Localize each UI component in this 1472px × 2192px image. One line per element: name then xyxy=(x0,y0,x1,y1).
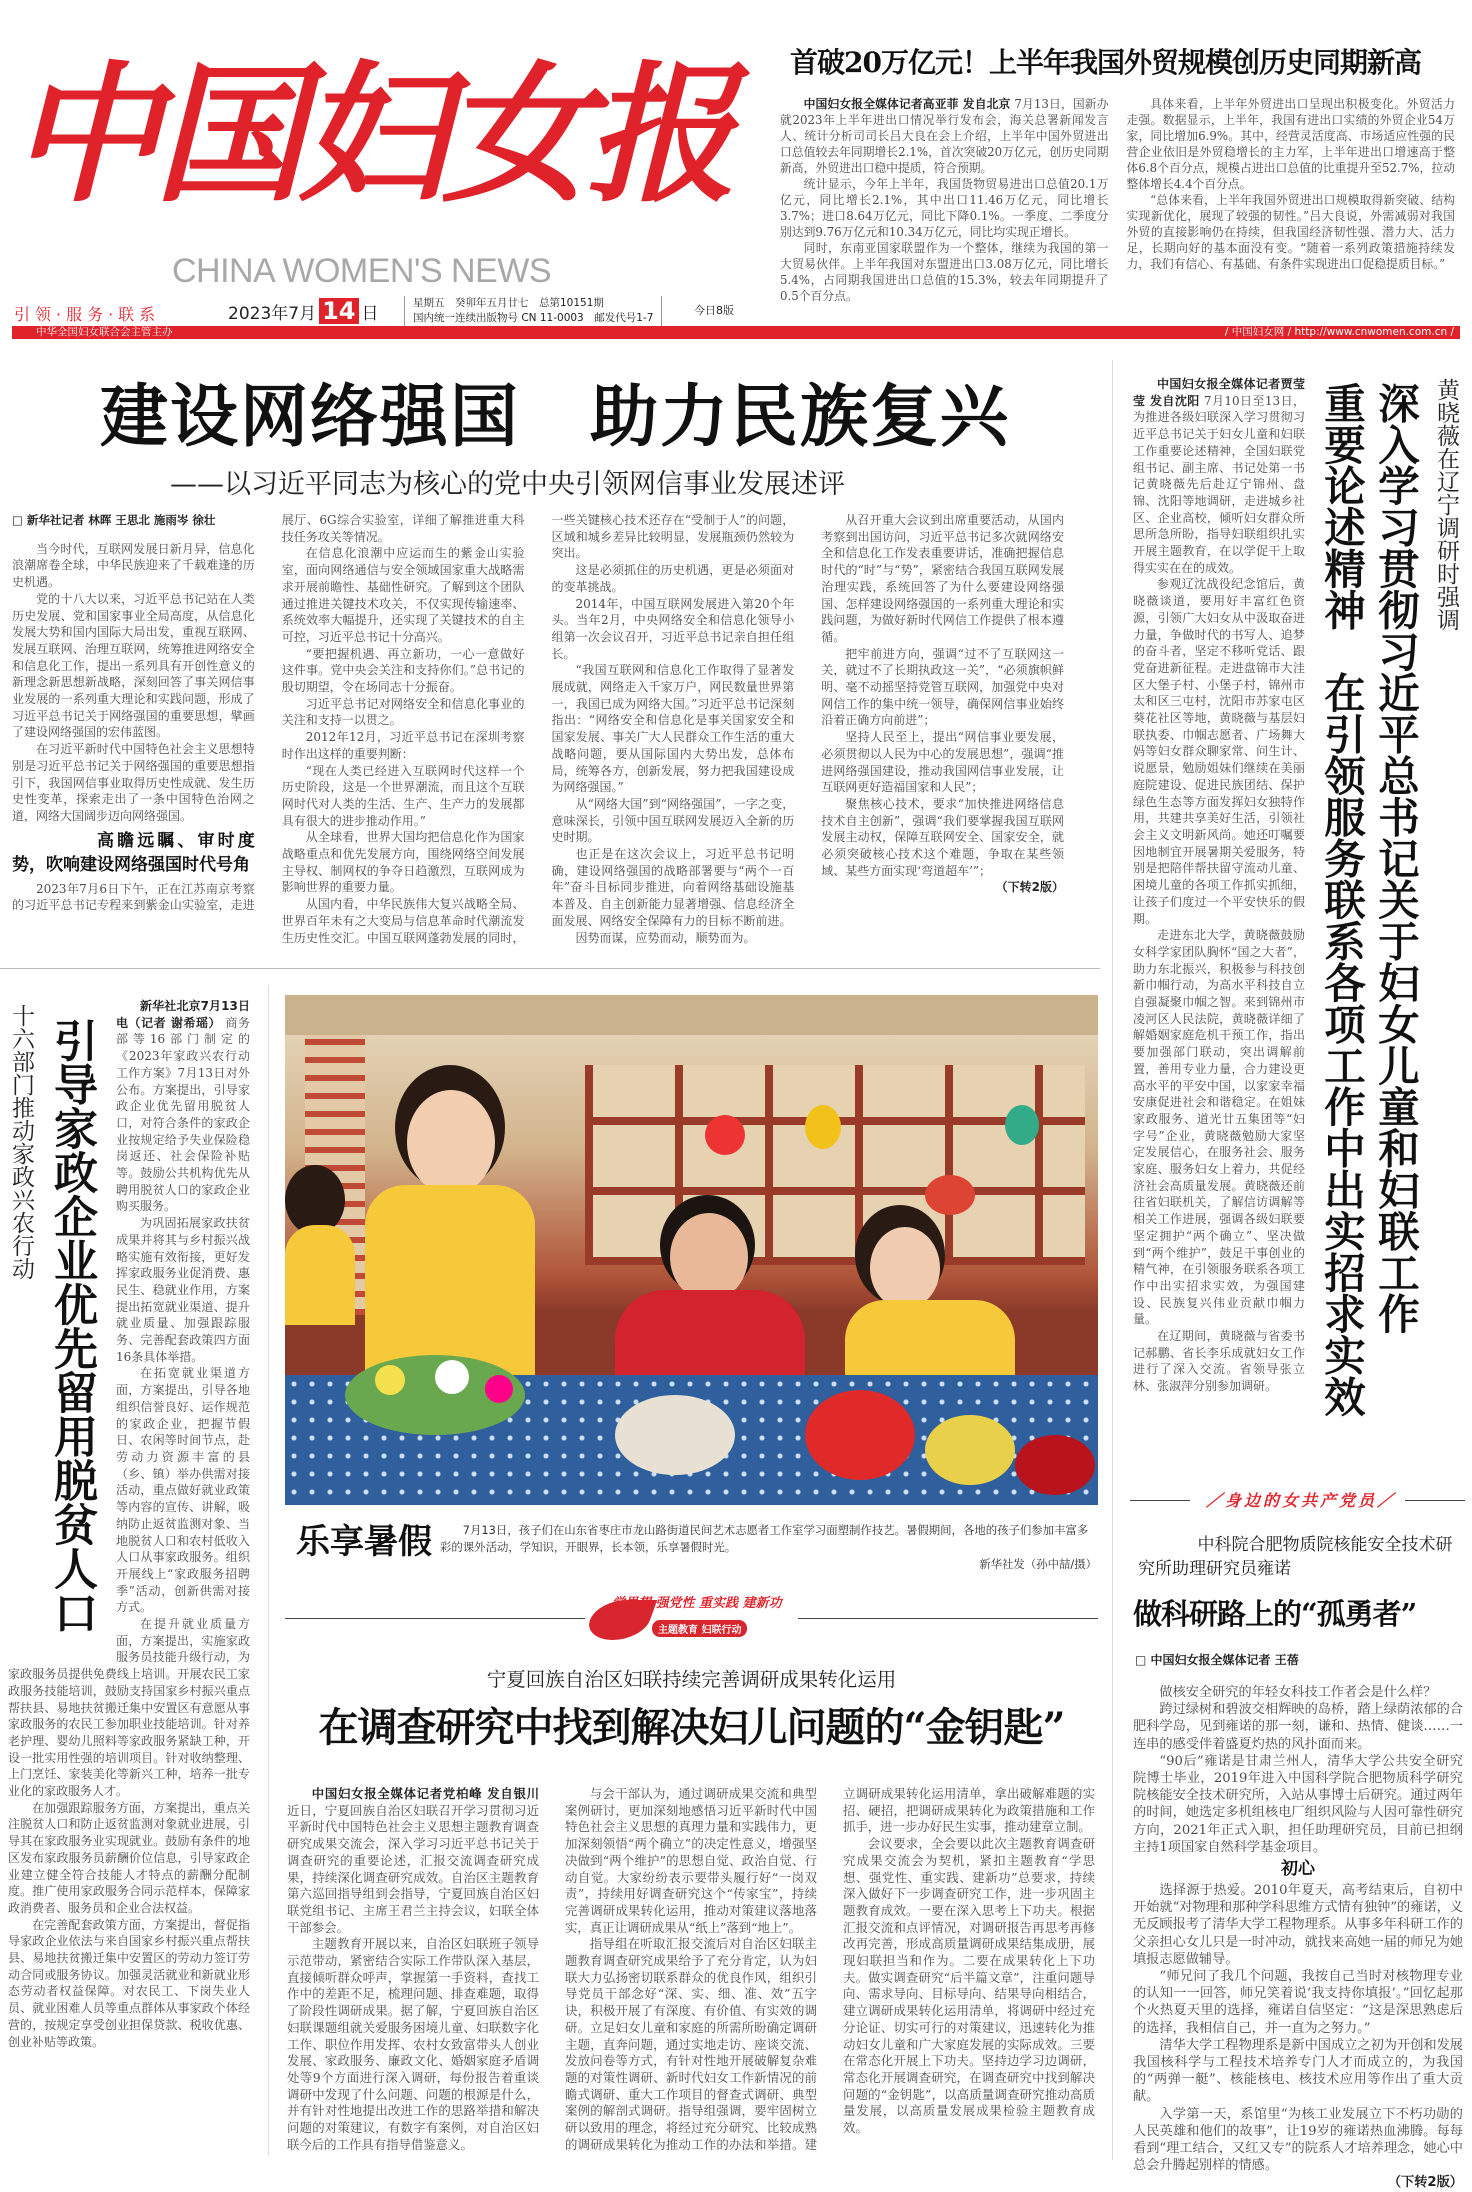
paragraph: 从国内看，中华民族伟大复兴战略全局、世界百年未有之大变局与信息革命时代潮流发生历史性交汇。中国互联网蓬勃发展的同时，一些关键核心技术还存在“受制于人”的问题，区域和城乡差异比较明显，发展瓶颈仍然较为突出。 xyxy=(281,513,795,945)
lead-paragraph xyxy=(780,96,1109,176)
main-subtitle: ——以习近平同志为核心的党中央引领网信事业发展述评 xyxy=(170,469,845,500)
paragraph: 当今时代，互联网发展日新月异，信息化浪潮席卷全球，中华民族迎来了千载难逢的历史机遇。 xyxy=(12,541,255,590)
main-headline[interactable]: 建设网络强国 助力民族复兴 xyxy=(100,377,1011,457)
photo-caption xyxy=(440,1522,1097,1573)
paragraph: 聚焦核心技术，要求“加快推进网络信息技术自主创新”，强调“我们要掌握我国互联网发展主动权，保障互联网安全、国家安全，就必须突破核心技术这个难题，争取在某些领域、某些方面实现‘弯道超车’”； xyxy=(821,796,1064,878)
paragraph-list xyxy=(1133,576,1305,1394)
dateline: 中国妇女报全媒体记者党柏峰 发自银川 xyxy=(311,1786,539,1801)
banner-slogan: 学思想 强党性 重实践 建新功 xyxy=(612,1596,782,1611)
slogan: 引领·服务·联系 xyxy=(14,305,161,324)
paragraph: 为巩固拓展家政扶贫成果并将其与乡村振兴战略实施有效衔接，更好发挥家政服务业促消费、惠民生、稳就业作用，方案提出拓宽就业渠道、提升就业质量、加强跟踪服务、完善配套政策四方面16条具体举措。 xyxy=(116,1216,250,1364)
left-article-headline-block xyxy=(8,998,116,1653)
photo-title: 乐享暑假 xyxy=(296,1522,432,1562)
paragraph: 在信息化浪潮中应运而生的紫金山实验室，面向网络通信与安全领域国家重大战略需求开展前瞻性、基础性研究。了解到这个团队通过推进关键技术攻关，不仅实现传输速率、系统效率大幅提升，还实现了关键技术的自主可控，习近平总书记十分高兴。 xyxy=(281,546,525,644)
issue-info-line: 国内统一连续出版物号 CN 11-0003 邮发代号1-7 xyxy=(413,312,654,324)
photo-caption-text: 7月13日，孩子们在山东省枣庄市龙山路街道民间艺术志愿者工作室学习面塑制作技艺。暑假期间，各地的孩子们参加丰富多彩的课外活动，学知识，开眼界，长本领，乐享暑假时光。 xyxy=(440,1523,1089,1554)
paragraph: 从“网络大国”到“网络强国”，一字之变，意味深长，引领中国互联网发展迈入全新的历史时期。 xyxy=(551,796,795,845)
paragraph: “90后”雍诺是甘肃兰州人，清华大学公共安全研究院博士毕业，2019年进入中国科学院合肥物质科学研究院核能安全技术研究所，入站从事博士后研究。通过两年的时间，她选定多机组核电厂组织风险与人因可靠性研究方向，2021年正式入职，担任助理研究员，目前已担纲主持1项国家自然科学基金项目。 xyxy=(1133,1753,1463,1855)
website-link[interactable]: / 中国妇女网 / http://www.cnwomen.com.cn / xyxy=(1224,326,1454,338)
paragraph-list xyxy=(1133,1882,1463,2174)
paragraph: 在完善配套政策方面，方案提出，督促指导家政企业依法与来自国家乡村振兴重点帮扶县、易地扶贫搬迁集中安置区的劳动力签订劳动合同或服务协议。加强灵活就业和新就业形态劳动者权益保障。对农民工、下岗失业人员、就业困难人员等重点群体从事家政个体经营的，按规定享受创业担保贷款、税收优惠、创业补贴等政策。 xyxy=(8,1917,250,2049)
right-article-body xyxy=(1133,376,1305,1395)
paragraph: 习近平总书记对网络安全和信息化事业的关注和支持一以贯之。 xyxy=(281,696,525,728)
issue-date xyxy=(228,298,379,324)
continued-notice[interactable]: （下转2版） xyxy=(1387,2175,1463,2191)
photo-dough-flower xyxy=(435,1360,469,1394)
paragraph: 入学第一天，系馆里“为核工业发展立下不朽功勋的人民英雄和他们的故事”，让19岁的雍诺热血沸腾。每每看到“理工结合，又红又专”的院系人才培养理念，她心中总会升腾起别样的情感。 xyxy=(1133,2106,1463,2174)
paragraph: 也正是在这次会议上，习近平总书记明确，建设网络强国的战略部署要与“两个一百年”奋斗目标同步推进，向着网络基础设施基本普及、自主创新能力显著增强、信息经济全面发展、网络安全保障有力的目标不断前进。 xyxy=(551,847,795,928)
paragraph-list xyxy=(1133,1684,1463,1856)
date-suffix: 日 xyxy=(361,303,379,324)
photo-shelf-item xyxy=(705,1115,745,1155)
top-story-body xyxy=(780,96,1455,304)
paragraph-list xyxy=(12,541,255,825)
paragraph: 党的十八大以来，习近平总书记站在人类历史发展、党和国家事业全局高度，从信息化发展大势和国内国际大局出发，重视互联网、发展互联网、治理互联网，统筹推进网络安全和信息化工作，提出一系列具有开创性意义的新理念新思想新战略，深刻回答了事关网信事业发展的一系列重大理论和实践问题，形成了习近平总书记关于网络强国的重要思想，擘画了建设网络强国的宏伟蓝图。 xyxy=(12,591,255,740)
paragraph: 在习近平新时代中国特色社会主义思想特别是习近平总书记关于网络强国的重要思想指引下，我国网信事业取得历史性成就、发生历史性变革，探索走出了一条中国特色治网之道，网络大国阔步迈向网络强国。 xyxy=(12,742,255,823)
column-divider xyxy=(268,985,269,2155)
dateline: 新华社北京7月13日电（记者 谢希瑶） xyxy=(116,999,250,1030)
lead-paragraph xyxy=(287,1786,539,1936)
dateline: 中国妇女报全媒体记者贾莹莹 发自沈阳 xyxy=(1133,377,1305,408)
newspaper-logo-english: CHINA WOMEN'S NEWS xyxy=(172,252,552,290)
paragraph: 选择源于热爱。2010年夏天，高考结束后，自初中开始就“对物理和那种学科思维方式情有独钟”的雍诺，义无反顾报考了清华大学工程物理系。从事多年科研工作的父亲担心女儿只是一时冲动，就找来高她一届的师兄为她填报志愿做辅导。 xyxy=(1133,1883,1463,1967)
photo-dough-flower xyxy=(375,1365,405,1395)
photo-woman-face xyxy=(670,1213,748,1301)
left-article-headline[interactable]: 引导家政企业优先留用脱贫人口 xyxy=(46,1018,97,1634)
photo-ceiling xyxy=(285,995,1098,1035)
issue-info xyxy=(404,296,662,326)
dateline: 中国妇女报全媒体记者高亚菲 发自北京 xyxy=(803,97,1011,111)
paragraph: 会议要求，全会要以此次主题教育调查研究成果交流会为契机，紧扣主题教育“学思想、强党性、重实践、建新功”总要求，持续深入做好下一步调查研究工作，进一步巩固主题教育成效。一要在深入思考上下功夫。根据汇报交流和点评情况，对调研报告再思考再修改再完善，形成高质量调研成果结集成册，展现妇联担当和作为。二要在成果转化上下功夫。做实调查研究“后半篇文章”，注重问题导向、需求导向、目标导向、结果导向相结合，建立调研成果转化运用清单，将调研中经过充分论证、切实可行的对策建议，迅速转化为推动妇女儿童和广大家庭发展的实际成效。三要在常态化开展上下功夫。坚持边学习边调研，常态化开展调查研究，在调查研究中找到解决问题的“金钥匙”，以高质量调查研究推动高质量发展，以高质量发展成果检验主题教育成效。 xyxy=(843,1836,1095,2136)
right-article-headline-line2[interactable]: 重要论述精神 在引领服务联系各项工作中出实招求实效 xyxy=(1317,382,1366,1417)
bottom-article-body xyxy=(287,1786,1095,2153)
profile-headline[interactable]: 做科研路上的“孤勇者” xyxy=(1133,1597,1417,1631)
paragraph: “师兄问了我几个问题，我按自己当时对核物理专业的认知一一回答，师兄笑着说‘我支持你填报’。”回忆起那个火热夏天里的选择，雍诺自信坚定：“这是深思熟虑后的选择，我相信自己，并一直为之努力。” xyxy=(1133,1969,1463,2036)
paragraph: 统计显示，今年上半年，我国货物贸易进出口总值20.1万亿元，同比增长2.1%，其中出口11.46万亿元，同比增长3.7%；进口8.64万亿元，同比下降0.1%。一季度、二季度分别达到9.76万亿元和10.34万亿元，同比均实现正增长。 xyxy=(780,177,1109,239)
paragraph: 把牢前进方向，强调“过不了互联网这一关，就过不了长期执政这一关”，“必须旗帜鲜明、毫不动摇坚持党管互联网，加强党中央对网信工作的集中统一领导，确保网信事业始终沿着正确方向前进”； xyxy=(821,646,1064,728)
photo-credit: 新华社发（孙中喆/摄） xyxy=(979,1557,1097,1571)
bottom-article-subtitle: 宁夏回族自治区妇联持续完善调研成果转化运用 xyxy=(486,1668,897,1691)
photo-girl-face xyxy=(870,1227,940,1309)
paragraph-text: 7月13日，国新办就2023年上半年进出口情况举行发布会，海关总署新闻发言人、统计分析司司长吕大良在会上介绍，上半年中国外贸进出口总值较去年同期增长2.1%，首次突破20万亿元，创历史同期新高，外贸进出口稳中提质，符合预期。 xyxy=(780,97,1109,175)
lead-paragraph xyxy=(1133,376,1305,576)
photo-shelf-item xyxy=(925,1175,975,1215)
bottom-article-headline[interactable]: 在调查研究中找到解决妇儿问题的“金钥匙” xyxy=(318,1704,1065,1751)
left-article-kicker: 十六部门推动家政兴农行动 xyxy=(8,1004,34,1280)
photo-girl-face xyxy=(407,1090,495,1195)
byline: □ 中国妇女报全媒体记者 王蓓 xyxy=(1135,1653,1299,1667)
paragraph: 这是必须抓住的历史机遇，更是必须面对的变革挑战。 xyxy=(551,563,795,594)
date-day: 14 xyxy=(319,298,358,324)
photo-dough-fruit xyxy=(925,1415,1015,1485)
section-banner xyxy=(1130,1488,1465,1512)
banner-label: 主题教育 妇联行动 xyxy=(652,1620,747,1637)
sponsor: 中华全国妇女联合会主管主办 xyxy=(36,326,173,338)
subheading: 高瞻远瞩、审时度势，吹响建设网络强国时代号角 xyxy=(12,830,255,875)
news-photo-children-dough-sculpture[interactable] xyxy=(285,995,1098,1505)
banner-rule xyxy=(1405,1500,1465,1501)
continued-notice[interactable]: （下转2版） xyxy=(995,880,1064,895)
theme-education-logo xyxy=(590,1590,795,1652)
photo-dough-flower xyxy=(485,1375,513,1403)
paragraph: 从全球看，世界大国均把信息化作为国家战略重点和优先发展方向，围绕网络空间发展主导权、制网权的争夺日趋激烈，互联网成为影响世界的重要力量。 xyxy=(281,830,525,895)
paragraph: 参观辽沈战役纪念馆后，黄晓薇谈道，要用好丰富红色资源，引领广大妇女从中汲取奋进力量，争做时代的书写人、追梦的奋斗者，坚定不移听党话、跟党奋进新征程。走进盘锦市大洼区大堡子村、小堡子村，锦州市太和区三屯村，沈阳市苏家屯区葵花社区等地，黄晓薇与基层妇联执委、巾帼志愿者、广场舞大妈等妇女群众聊家常、问生计、说愿景，勉励姐妹们继续在美丽庭院建设、促进民族团结、保护绿色生态等方面发挥妇女独特作用，共建共享美好生活，引领社会主义文明新风尚。她还叮嘱要因地制宜开展暑期关爱服务，特别是把陪伴帮扶留守流动儿童、困境儿童的各项工作抓实抓细，让孩子们度过一个平安快乐的假期。 xyxy=(1133,577,1305,926)
paragraph: 在辽期间，黄晓薇与省委书记郝鹏、省长李乐成就妇女工作进行了深入交流。省领导张立林、张淑萍分别参加调研。 xyxy=(1133,1329,1305,1394)
paragraph-text: 商务部等16部门制定的《2023年家政兴农行动工作方案》7月13日对外公布。方案提出，引导家政企业优先留用脱贫人口，对符合条件的家政企业按规定给予失业保险稳岗返还、社会保险补贴等。鼓励公共机构优先从聘用脱贫人口的家政企业购买服务。 xyxy=(116,1015,250,1214)
paragraph: 2023年7月6日下午，正在江苏南京考察的习近平总书记专程来到紫金山实验室，走进展厅、6G综合实验室，详细了解推进重大科技任务攻关等情况。 xyxy=(12,513,525,913)
page-count: 今日8版 xyxy=(694,304,734,317)
divider xyxy=(0,968,1100,969)
banner-rule xyxy=(285,1618,585,1619)
left-article xyxy=(8,998,250,2050)
paragraph: “我国互联网和信息化工作取得了显著发展成就，网络走入千家万户，网民数量世界第一，我国已成为网络大国。”习近平总书记深刻指出：“网络安全和信息化是事关国家安全和国家发展、事关广大人民群众工作生活的重大战略问题，要从国际国内大势出发，总体布局，统筹各方，创新发展，努力把我国建设成为网络强国。” xyxy=(551,663,795,795)
photo-child-apron xyxy=(285,1225,355,1325)
paragraph: 在加强跟踪服务方面，方案提出，重点关注脱贫人口和防止返贫监测对象就业进展，引导其在家政服务业实现就业。鼓励有条件的地区发布家政服务员薪酬价位信息，引导家政企业建立健全符合技能人才特点的薪酬分配制度。推广使用家政服务合同示范样本，保障家政消费者、服务员和企业合法权益。 xyxy=(8,1800,250,1915)
paragraph: 清华大学工程物理系是新中国成立之初为开创和发展我国核科学与工程技术培养专门人才而成立的，为我国的“两弹一艇”、核能核电、核技术应用等作出了重大贡献。 xyxy=(1133,2037,1463,2105)
section-label: ／身边的女共产党员／ xyxy=(1206,1491,1397,1510)
paragraph: 同时，东南亚国家联盟作为一个整体，继续为我国的第一大贸易伙伴。上半年我国对东盟进出口3.08万亿元，同比增长5.4%，占同期我国进出口总值的15.3%，较去年同期提升了0.5个百分点。 xyxy=(780,241,1109,303)
subheading: 初心 xyxy=(1281,1859,1315,1880)
photo-shelf-item xyxy=(1005,1105,1039,1145)
main-article-body xyxy=(12,512,1064,946)
photo-dough-fruit xyxy=(805,1390,915,1480)
date-prefix: 2023年7月 xyxy=(228,303,317,324)
banner-rule xyxy=(1130,1500,1190,1501)
newspaper-logo: 中国妇女报 xyxy=(10,47,731,223)
theme-education-banner xyxy=(285,1590,1098,1652)
photo-dough-fruit xyxy=(1015,1435,1095,1495)
paragraph: 指导组在听取汇报交流后对自治区妇联主题教育调查研究成果给予了充分肯定，认为妇联大力弘扬密切联系群众的优良作风，组织引导党员干部念好“深、实、细、准、效”五字诀，积极开展了有深度、有价值、有实效的调研。立足妇女儿童和家庭的所需所盼确定调研主题，直奔问题，通过实地走访、座谈交流、发放问卷等方式，有针对性地开展破解复杂难题的对策性调研、新时代妇女工作新情况的前瞻式调研、重大工作项目的督查式调研、典型案例的解剖式调研。指导组强调，要牢固树立研以致用的理念，将经过充分研究、比较成熟的调研成果转化为推动工作的办法和举措。建立调研成果转化运用清单，拿出破解难题的实招、硬招，把调研成果转化为政策措施和工作抓手，进一步办好民生实事，推动建章立制。 xyxy=(565,1786,1095,2152)
byline: □ 新华社记者 林晖 王思北 施雨岑 徐壮 xyxy=(12,513,216,527)
paragraph: 坚持人民至上，提出“网信事业要发展，必须贯彻以人民为中心的发展思想”，强调“推进网络强国建设，推动我国网信事业发展，让互联网更好造福国家和人民”； xyxy=(821,730,1064,795)
paragraph: 因势而谋，应势而动，顺势而为。 xyxy=(575,930,756,945)
paragraph: 具体来看，上半年外贸进出口呈现出积极变化。外贸活力走强。数据显示，上半年，我国有进出口实绩的外贸企业54万家，同比增加6.9%。其中，经营灵活度高、市场适应性强的民营企业依旧是外贸稳增长的主力军，上半年进出口增速高于整体6.8个百分点，规模占进出口总值的比重提升至52.7%，拉动整体增长4.4个百分点。 xyxy=(1126,97,1455,191)
paragraph: “现在人类已经进入互联网时代这样一个历史阶段，这是一个世界潮流，而且这个互联网时代对人类的生活、生产、生产力的发展都具有很大的进步推动作用。” xyxy=(281,763,525,828)
photo-shelf-item xyxy=(805,1105,841,1149)
column-divider xyxy=(1112,360,1113,2160)
paragraph: 从召开重大会议到出席重要活动，从国内考察到出国访问，习近平总书记多次就网络安全和信息化工作发表重要讲话，准确把握信息时代的“时”与“势”，紧密结合我国互联网发展治理实践，系统回答了为什么要建设网络强国、怎样建设网络强国的一系列重大理论和实践问题，为做好新时代网信工作提供了根本遵循。 xyxy=(821,513,1064,644)
issue-info-line: 星期五 癸卯年五月廿七 总第10151期 xyxy=(413,297,604,309)
photo-dough-plate xyxy=(615,1395,735,1475)
top-story-headline[interactable]: 首破20万亿元！上半年我国外贸规模创历史同期新高 xyxy=(790,46,1421,79)
paragraph: 在提升就业质量方面，方案提出，实施家政服务员技能升级行动，为家政服务员提供免费线上培训。开展农民工家政服务技能培训，鼓励支持国家乡村振兴重点帮扶县、易地扶贫搬迁集中安置区有意愿从事家政服务的农民工参加职业技能培训。针对养老护理、婴幼儿照料等家政服务紧缺工种，开设一批实用性强的培训项目。针对收纳整理、上门烹饪、家装美化等新兴工种，培养一批专业化的家政服务人才。 xyxy=(8,1617,250,1799)
paragraph: 与会干部认为，通过调研成果交流和典型案例研讨，更加深刻地感悟习近平新时代中国特色社会主义思想的真理力量和实践伟力，更加深刻领悟“两个确立”的决定性意义，增强坚决做到“两个维护”的思想自觉、政治自觉、行动自觉。大家纷纷表示要带头履行好“一岗双责”，持续用好调查研究这个“传家宝”，持续完善调研成果转化运用，推动对策建议落地落实，真正让调研成果从“纸上”落到“地上”。 xyxy=(565,1786,817,1935)
profile-article-body xyxy=(1133,1684,1463,2192)
right-article-headline-line1[interactable]: 深入学习贯彻习近平总书记关于妇女儿童和妇联工作 xyxy=(1371,382,1420,1335)
paragraph: 2014年，中国互联网发展进入第20个年头。当年2月，中央网络安全和信息化领导小组第一次会议召开，习近平总书记亲自担任组长。 xyxy=(551,596,795,661)
paragraph-text: 近日，宁夏回族自治区妇联召开学习贯彻习近平新时代中国特色社会主义思想主题教育调查研究成果交流会，深入学习习近平总书记关于调查研究的重要论述，汇报交流调查研究成果，持续深化调查研究成效。自治区主题教育第六巡回指导组到会指导，宁夏回族自治区妇联党组书记、主席王君兰主持会议，妇联全体干部参会。 xyxy=(287,1802,539,1935)
paragraph: 主题教育开展以来，自治区妇联班子领导示范带动，紧密结合实际工作带队深入基层，直接倾听群众呼声，掌握第一手资料，查找工作中的差距不足，梳理问题、排查难题，取得了阶段性调研成果。据了解，宁夏回族自治区妇联课题组就关爱服务困境儿童、妇联数字化工作、职位作用发挥、农村女致富带头人创业发展、家政服务、廉政文化、婚姻家庭矛盾调处等9个方面进行深入调研，每份报告着重谈调研中发现了什么问题、问题的根源是什么，并有针对性地提出改进工作的思路举措和解决问题的对策建议，有数字有案例，对自治区妇联今后的工作具有指导借鉴意义。 xyxy=(287,1936,539,2152)
masthead-red-bar xyxy=(12,326,1460,339)
paragraph: “要把握机遇、再立新功，一心一意做好这件事。党中央会关注和支持你们。”总书记的殷切期望，令在场同志十分振奋。 xyxy=(281,646,525,695)
right-article-kicker: 黄晓薇在辽宁调研时强调 xyxy=(1433,378,1459,631)
paragraph: 在拓宽就业渠道方面，方案提出，引导各地组织信誉良好、运作规范的家政企业，把握节假日、农闲等时间节点，赴劳动力资源丰富的县（乡、镇）举办供需对接活动，重点做好就业政策等内容的宣传、讲解，吸纳防止返贫监测对象、当地脱贫人口和农村低收入人口从事家政服务。组织开展线上“家政服务招聘季”活动，创新供需对接方式。 xyxy=(116,1366,250,1615)
paragraph: 走进东北大学，黄晓薇鼓励女科学家团队胸怀“国之大者”，助力东北振兴，积极参与科技创新巾帼行动，为高水平科技自立自强凝聚巾帼之智。来到锦州市凌河区人民法院，黄晓薇详细了解婚姻家庭危机干预工作，指出要加强部门联动，突出调解前置，善用专业力量，合力建设更高水平的平安中国，以家家幸福安康促进社会和谐稳定。在姐妹家政服务、道光廿五集团等“妇字号”企业，黄晓薇勉励大家坚定发展信心，在服务社会、服务家庭、服务妇女上着力，共促经济社会高质量发展。黄晓薇还前往省妇联机关，了解信访调解等相关工作进展，强调各级妇联要坚定拥护“两个确立”、坚决做到“两个维护”，鼓足干事创业的精气神，在引领服务联系各项工作中出实招求实效，为强国建设、民族复兴伟业贡献巾帼力量。 xyxy=(1133,928,1305,1327)
banner-rule xyxy=(798,1618,1098,1619)
paragraph: 做核安全研究的年轻女科技工作者会是什么样？ xyxy=(1159,1685,1437,1700)
paragraph: 跨过绿树和碧波交相辉映的岛桥，踏上绿荫浓郁的合肥科学岛，见到雍诺的那一刻，谦和、热情、健谈……一连串的感受伴着盛夏灼热的风扑面而来。 xyxy=(1133,1702,1463,1752)
paragraph: 2012年12月，习近平总书记在深圳考察时作出这样的重要判断： xyxy=(281,730,525,761)
profile-kicker: 中科院合肥物质院核能安全技术研究所助理研究员雍诺 xyxy=(1138,1535,1453,1579)
paragraph-text: 7月10日至13日，为推进各级妇联深入学习贯彻习近平总书记关于妇女儿童和妇联工作重要论述精神，全国妇联党组书记、副主席、书记处第一书记黄晓薇先后赴辽宁锦州、盘锦、沈阳等地调研，走进城乡社区、企业高校，倾听妇女群众所思所急所盼，指导妇联组织扎实开展主题教育，在以学促干上取得实实在在的成效。 xyxy=(1133,393,1305,575)
paragraph: “总体来看，上半年我国外贸进出口规模取得新突破、结构实现新优化，展现了较强的韧性。”吕大良说，外需减弱对我国外贸的直接影响仍在持续，但我国经济韧性强、潜力大、活力足，长期向好的基本面没有变。“随着一系列政策措施持续发力，我们有信心、有基础、有条件实现进出口促稳提质目标。” xyxy=(1126,193,1455,271)
